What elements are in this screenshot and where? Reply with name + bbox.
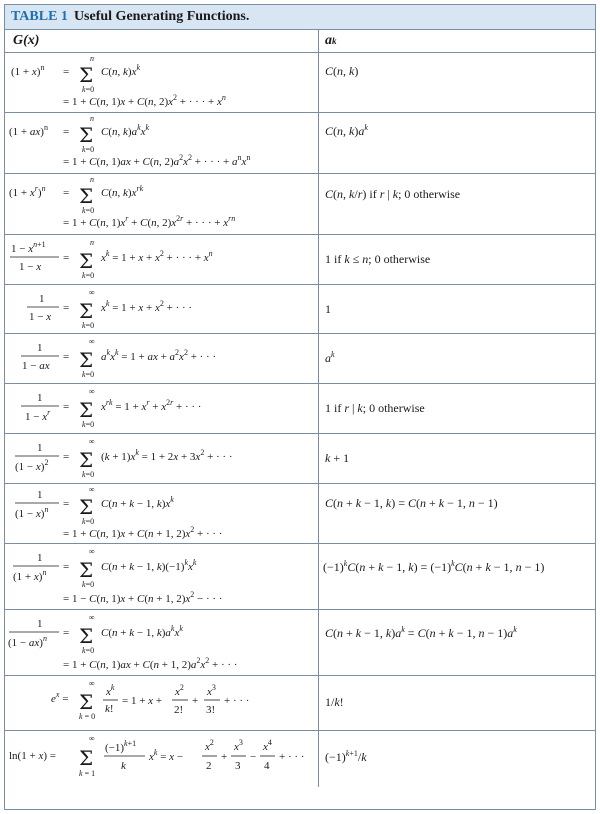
svg-text:k!: k! xyxy=(105,703,114,715)
svg-text:Σ: Σ xyxy=(79,184,94,208)
svg-text:n: n xyxy=(90,238,94,247)
formula-row-12 xyxy=(5,676,318,730)
table-header-row xyxy=(5,30,595,53)
table-row xyxy=(5,731,595,787)
formula-row-10 xyxy=(5,544,318,609)
svg-text:x2: $x^2$ xyxy=(205,738,214,753)
svg-text:Σ: Σ xyxy=(79,495,94,519)
svg-text:=: = xyxy=(63,66,70,78)
svg-text:n: n xyxy=(90,54,94,63)
svg-text:n: n xyxy=(90,114,94,123)
svg-text:(1 + x)n: $(1 + x)^n$ xyxy=(13,568,47,583)
formula-row-6 xyxy=(5,334,318,383)
svg-text:∞: ∞ xyxy=(89,337,95,346)
gx-cell xyxy=(5,235,319,284)
gx-cell xyxy=(5,174,319,234)
svg-text:x3: $x^3$ xyxy=(234,738,243,753)
svg-text:(k + 1)xk = 1 + 2x + 3x2 + · ·: $(k + 1)x^k = 1 + 2x + 3x^2$ + · · · xyxy=(101,448,233,463)
svg-text:n: n xyxy=(90,175,94,184)
table-row xyxy=(5,610,595,676)
ak-cell xyxy=(319,731,596,787)
table-row xyxy=(5,484,595,544)
svg-text:(1 + xr)n: $(1 + x^r)^n$ xyxy=(9,184,46,199)
table-banner xyxy=(5,5,595,30)
svg-text:k = 1: k = 1 xyxy=(79,769,96,778)
svg-text:Σ: Σ xyxy=(79,624,94,648)
svg-text:1: 1 xyxy=(39,293,45,305)
svg-text:= 1 + C(n, 1)ax + C(n, 2)a2x2: = 1 + C(n, 1)ax + C(n, $2)a^2x^2$ + · · · + $a^nx^n$ xyxy=(63,153,251,168)
svg-text:k=0: k=0 xyxy=(82,580,95,589)
gx-cell xyxy=(5,384,319,433)
svg-text:Σ: Σ xyxy=(79,249,94,273)
svg-text:= 1 − C(n, 1)x + C(n + 1, 2)x2: = 1 − C(n, 1)x + C(n + 1, $2)x^2$ − · · · xyxy=(63,590,223,605)
svg-text:Σ: Σ xyxy=(79,63,94,87)
svg-text:k=0: k=0 xyxy=(82,85,95,94)
header-gx: G(x) xyxy=(5,30,319,52)
generating-functions-table xyxy=(4,4,596,810)
gx-cell xyxy=(5,113,319,173)
table-row xyxy=(5,285,595,334)
svg-text:1 − x: 1 − x xyxy=(19,261,42,273)
svg-text:k=0: k=0 xyxy=(82,145,95,154)
gx-cell xyxy=(5,484,319,543)
svg-text:3: 3 xyxy=(235,760,241,772)
formula-row-9 xyxy=(5,484,318,543)
gx-cell xyxy=(5,610,319,675)
formula-row-5 xyxy=(5,285,318,333)
ak-cell xyxy=(319,484,596,543)
svg-text:= 1 + C(n, 1)ax + C(n + 1, 2)a: = 1 + C(n, 1)ax + C(n + 1, $2)a^2x^2$ + · · · xyxy=(63,656,238,671)
svg-text:C(n, k)xk: C(n, $k)x^k$ xyxy=(101,63,141,78)
table-row xyxy=(5,174,595,235)
svg-text:akxk = 1 + ax + a2x2 + · · ·: $a^kx^k = 1$ + ax + $a^2x^2$ + · · · xyxy=(101,348,217,363)
svg-text:2!: 2! xyxy=(174,704,184,716)
svg-text:=: = xyxy=(63,561,70,573)
gx-cell xyxy=(5,544,319,609)
svg-text:ak: $a^k$ xyxy=(325,350,335,365)
svg-text:k=0: k=0 xyxy=(82,420,95,429)
svg-text:k=0: k=0 xyxy=(82,370,95,379)
svg-text:∞: ∞ xyxy=(89,485,95,494)
table-row xyxy=(5,676,595,731)
svg-text:(1 − x)n: $(1 - x)^n$ xyxy=(15,505,49,520)
ak-cell xyxy=(319,53,596,112)
svg-text:C(n, k): C(n, k) xyxy=(325,64,359,78)
svg-text:C(n, k/r) if r | k; 0 otherwis: C(n, k/r) if r | k; 0 otherwise xyxy=(325,187,461,201)
svg-text:1 − xr: $1 - x^r$ xyxy=(25,408,51,423)
table-number: TABLE 1 xyxy=(11,9,68,24)
ak-cell xyxy=(319,610,596,675)
svg-text:Σ: Σ xyxy=(79,558,94,582)
svg-text:(1 + x)n: $(1 + x)^n$ xyxy=(11,63,45,78)
svg-text:1/k!: 1/k! xyxy=(325,695,344,709)
gx-cell xyxy=(5,676,319,730)
svg-text:ln(1 + x) =: ln(1 + x) = xyxy=(9,750,56,762)
svg-text:∞: ∞ xyxy=(89,547,95,556)
svg-text:C(n, k)akxk: C(n, $k)a^kx^k$ xyxy=(101,123,150,138)
ak-cell xyxy=(319,676,596,730)
svg-text:1 if r | k; 0 otherwise: 1 if r | k; 0 otherwise xyxy=(325,401,425,415)
gx-cell xyxy=(5,334,319,383)
gx-cell xyxy=(5,285,319,333)
svg-text:Σ: Σ xyxy=(79,299,94,323)
svg-text:ex =: $e^x$ = xyxy=(51,690,69,705)
svg-text:1: 1 xyxy=(37,392,43,404)
svg-text:k=0: k=0 xyxy=(82,206,95,215)
svg-text:1 − xn+1: $1 - x^{n+1}$ xyxy=(11,240,46,255)
svg-text:k=0: k=0 xyxy=(82,646,95,655)
svg-text:Σ: Σ xyxy=(79,398,94,422)
svg-text:3!: 3! xyxy=(206,704,216,716)
svg-text:(−1)k+1/k: $(-1)^{k+1}/k$ xyxy=(325,749,367,764)
svg-text:1: 1 xyxy=(37,489,43,501)
header-ak: a k xyxy=(325,33,337,48)
table-row xyxy=(5,113,595,174)
svg-text:1 − x: 1 − x xyxy=(29,311,52,323)
svg-text:= 1 + x +: = 1 + x + xyxy=(122,695,163,707)
table-row xyxy=(5,235,595,285)
svg-text:∞: ∞ xyxy=(89,734,95,743)
svg-text:= 1 + C(n, 1)xr + C(n, 2)x2r +: = 1 + C(n, $1)x^r + C(n$, $2)x^{2r}$ + · · · + $x^{rn}$ xyxy=(63,214,236,229)
svg-text:(1 − ax)n: (1 − ax)$^n$ xyxy=(8,634,47,649)
svg-text:k=0: k=0 xyxy=(82,517,95,526)
svg-text:∞: ∞ xyxy=(89,613,95,622)
ak-cell xyxy=(319,384,596,433)
ak-cell xyxy=(319,174,596,234)
svg-text:xk = 1 + x + x2 + · · ·: $x^k = 1 + x + x^2$ + · · · xyxy=(101,299,193,314)
svg-text:(−1)kC(n + k − 1, k) = (−1)kC(: $(-1)^kC(n + k - 1$, $k) = (-1)^kC(n + k - 1$, n − 1) xyxy=(323,559,545,574)
svg-text:C(n + k − 1, k)xk: C(n + k − 1, $k)x^k$ xyxy=(101,495,174,510)
svg-text:+ · · ·: + · · · xyxy=(279,751,305,763)
formula-row-7 xyxy=(5,384,318,433)
svg-text:1: 1 xyxy=(37,342,43,354)
table-row xyxy=(5,544,595,610)
svg-text:1 − ax: 1 − ax xyxy=(22,360,50,372)
ak-cell xyxy=(319,285,596,333)
svg-text:k: k xyxy=(121,760,126,772)
svg-text:4: 4 xyxy=(264,760,270,772)
svg-text:∞: ∞ xyxy=(89,288,95,297)
svg-text:C(n, k)xrk: C(n, $k)x^{rk}$ xyxy=(101,184,144,199)
formula-row-1 xyxy=(5,53,318,112)
ak-cell xyxy=(319,334,596,383)
formula-row-8 xyxy=(5,434,318,483)
ak-cell xyxy=(319,544,596,609)
svg-text:=: = xyxy=(63,627,70,639)
svg-text:k=0: k=0 xyxy=(82,271,95,280)
ak-cell xyxy=(319,235,596,284)
svg-text:= 1 + C(n, 1)x + C(n + 1, 2)x2: = 1 + C(n, 1)x + C(n + 1, $2)x^2$ + · · · xyxy=(63,525,223,540)
svg-text:C(n + k − 1, k)(−1)kxk: C(n + k − 1, $k)(-1)^kx^k$ xyxy=(101,558,197,573)
svg-text:Σ: Σ xyxy=(79,746,94,770)
svg-text:Σ: Σ xyxy=(79,123,94,147)
gx-cell xyxy=(5,731,319,787)
table-row xyxy=(5,384,595,434)
svg-text:= 1 + C(n, 1)x + C(n, 2)x2 + ·: = 1 + C(n, 1)x + C(n, $2)x^2$ + · · · + $x^n$ xyxy=(63,93,226,108)
svg-text:∞: ∞ xyxy=(89,437,95,446)
svg-text:x2: $x^2$ xyxy=(175,683,184,698)
svg-text:−: − xyxy=(250,751,257,763)
svg-text:(1 − x)2: $(1 - x)^2$ xyxy=(15,458,49,473)
formula-row-11 xyxy=(5,610,318,675)
svg-text:C(n + k − 1, k)ak = C(n + k −: C(n + k − 1, $k)a^k = C(n + k - 1$, $n - 1)a^k$ xyxy=(325,625,517,640)
svg-text:k=0: k=0 xyxy=(82,470,95,479)
ak-cell xyxy=(319,434,596,483)
table-row xyxy=(5,434,595,484)
svg-text:C(n + k − 1, k)akxk: C(n + k − 1, $k)a^kx^k$ xyxy=(101,624,183,639)
svg-text:=: = xyxy=(63,302,70,314)
svg-text:1: 1 xyxy=(325,302,331,316)
svg-text:2: 2 xyxy=(206,760,212,772)
svg-text:=: = xyxy=(63,126,70,138)
svg-text:1: 1 xyxy=(37,552,43,564)
svg-text:1: 1 xyxy=(37,618,43,630)
svg-text:∞: ∞ xyxy=(89,679,95,688)
svg-text:(1 + ax)n: (1 + ax)$^n$ xyxy=(9,123,48,138)
table-row xyxy=(5,53,595,113)
gx-cell xyxy=(5,53,319,112)
svg-text:Σ: Σ xyxy=(79,448,94,472)
svg-text:1 if k ≤ n; 0 otherwise: 1 if k ≤ n; 0 otherwise xyxy=(325,252,431,266)
svg-text:=: = xyxy=(63,351,70,363)
gx-cell xyxy=(5,434,319,483)
svg-text:=: = xyxy=(63,187,70,199)
svg-text:=: = xyxy=(63,498,70,510)
svg-text:+ · · ·: + · · · xyxy=(224,695,250,707)
svg-text:xrk = 1 + xr + x2r + · · ·: $x^{rk} = 1 + x^r + x^{2r}$ + · · · xyxy=(101,398,202,413)
svg-text:k=0: k=0 xyxy=(82,321,95,330)
svg-text:xk = x −: $x^k = x$ − xyxy=(149,748,184,763)
svg-text:∞: ∞ xyxy=(89,387,95,396)
svg-text:xk = 1 + x + x2 + · · · + xn: $x^k = 1 + x + x^2$ + · · · + $x^n$ xyxy=(101,249,213,264)
svg-text:xk: $x^k$ xyxy=(106,683,115,698)
svg-text:=: = xyxy=(63,401,70,413)
svg-text:+: + xyxy=(221,751,228,763)
svg-text:C(n, k)ak: C(n, $k)a^k$ xyxy=(325,123,368,138)
formula-row-4 xyxy=(5,235,318,284)
svg-text:x4: $x^4$ xyxy=(263,738,272,753)
svg-text:+: + xyxy=(192,695,199,707)
formula-row-2 xyxy=(5,113,318,173)
svg-text:1: 1 xyxy=(37,442,43,454)
svg-text:=: = xyxy=(63,252,70,264)
svg-text:k = 0: k = 0 xyxy=(79,712,96,721)
svg-text:x3: $x^3$ xyxy=(207,683,216,698)
formula-row-13 xyxy=(5,731,318,786)
table-row xyxy=(5,334,595,384)
formula-row-3 xyxy=(5,174,318,234)
ak-cell xyxy=(319,113,596,173)
svg-text:Σ: Σ xyxy=(79,690,94,714)
svg-text:(−1)k+1: $(-1)^{k+1}$ xyxy=(105,739,137,754)
svg-text:C(n + k − 1, k) = C(n + k − 1,: C(n + k − 1, k) = C(n + k − 1, n − 1) xyxy=(325,496,498,510)
svg-text:k + 1: k + 1 xyxy=(325,451,350,465)
table-title: Useful Generating Functions. xyxy=(73,9,250,24)
svg-text:=: = xyxy=(63,451,70,463)
svg-text:Σ: Σ xyxy=(79,348,94,372)
